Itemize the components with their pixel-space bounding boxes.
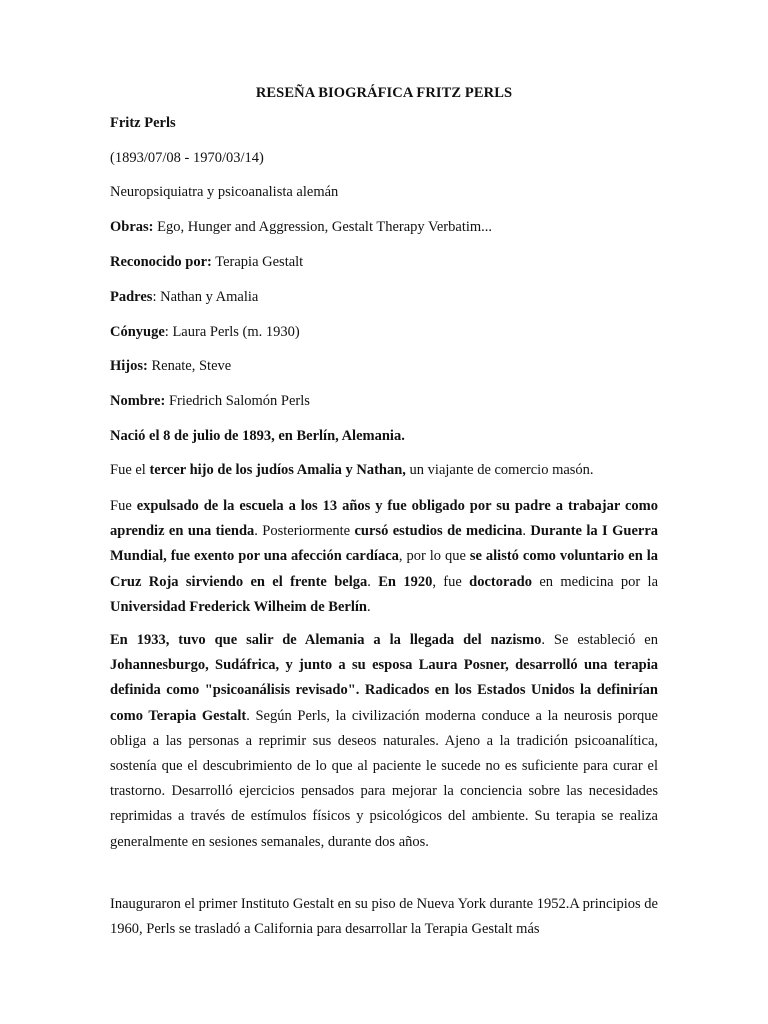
p2-s5: . <box>367 573 379 590</box>
nombre-line <box>110 393 310 410</box>
p2-b5: En 1920 <box>378 573 433 590</box>
p3-b2: Johannesburgo, Sudáfrica, y junto a su esposa Laura Posner, desarrolló una terapia definida como "psicoanálisis revisado". Radicados en los Estados Unidos la definirían como Terapia Gestalt <box>110 657 658 724</box>
reconocido-label: Reconocido por: <box>110 254 212 270</box>
p1-bold: tercer hijo de los judíos Amalia y Nathan, <box>149 462 406 478</box>
paragraph-education <box>110 494 658 620</box>
person-name <box>110 115 176 132</box>
p3-s2: . Según Perls, la civilización moderna conduce a la neurosis porque obliga a las personas a reprimir sus deseos naturales. Ajeno a la tradición psicoanalítica, sostenía que el descubrimiento de lo que al paciente le sucede no es suficiente para curar el trastorno. Desarrolló ejercicios pensados para mejorar la conciencia sobre las necesidades reprimidas a través de estímulos físicos y psicológicos del ambiente. Su terapia se realiza generalmente en sesiones semanales, durante dos años. <box>110 707 658 850</box>
p2-s8: . <box>366 598 371 615</box>
p2-b3: Durante la I Guerra Mundial, fue exento por una afección cardíaca <box>110 523 659 565</box>
obras-value: Ego, Hunger and Aggression, Gestalt Therapy Verbatim... <box>153 219 493 235</box>
profession: Neuropsiquiatra y psicoanalista alemán <box>110 184 339 200</box>
life-dates: (1893/07/08 - 1970/03/14) <box>110 150 264 166</box>
birth-line <box>110 428 405 445</box>
p2-b1: expulsado de la escuela a los 13 años y fue obligado por su padre a trabajar como aprendiz en una tienda <box>110 498 659 540</box>
reconocido-value: Terapia Gestalt <box>211 254 304 270</box>
hijos-value: Renate, Steve <box>147 358 232 374</box>
p1-text-c: un viajante de comercio masón. <box>405 462 594 478</box>
p2-s1: Fue <box>110 498 137 514</box>
paragraph-institute: Inauguraron el primer Instituto Gestalt en su piso de Nueva York durante 1952.A principios de 1960, Perls se trasladó a California para desarrollar la Terapia Gestalt más <box>110 896 658 938</box>
p2-s3: . <box>522 523 531 540</box>
conyuge-label: Cónyuge <box>110 324 165 340</box>
p3-b1: En 1933, tuvo que salir de Alemania a la llegada del nazismo <box>110 632 542 648</box>
paragraph-family <box>110 462 594 479</box>
p2-s6: , fue <box>432 573 470 590</box>
nombre-label: Nombre: <box>110 393 166 409</box>
hijos-line <box>110 358 231 375</box>
conyuge-line <box>110 324 300 341</box>
p2-s2: . Posteriormente <box>254 523 355 540</box>
p2-s7: en medicina por la <box>532 573 659 590</box>
padres-label: Padres <box>110 289 153 305</box>
p1-text-a: Fue el <box>110 462 150 478</box>
p2-b6: doctorado <box>469 573 533 590</box>
hijos-label: Hijos: <box>110 358 148 374</box>
reconocido-line <box>110 254 303 271</box>
nombre-value: Friedrich Salomón Perls <box>165 393 310 409</box>
birth-text: Nació el 8 de julio de 1893, en Berlín, Alemania. <box>110 428 405 444</box>
p2-b2: cursó estudios de medicina <box>354 523 523 540</box>
obras-label: Obras: <box>110 219 154 235</box>
p2-b4: se alistó como voluntario en la Cruz Roja sirviendo en el frente belga <box>110 548 658 590</box>
padres-line <box>110 289 258 306</box>
conyuge-value: : Laura Perls (m. 1930) <box>164 324 300 340</box>
paragraph-emigration <box>110 628 658 855</box>
obras-line <box>110 219 492 236</box>
padres-value: : Nathan y Amalia <box>152 289 259 305</box>
person-name-text: Fritz Perls <box>110 115 176 131</box>
document-title: RESEÑA BIOGRÁFICA FRITZ PERLS <box>255 85 513 101</box>
p2-b7: Universidad Frederick Wilheim de Berlín <box>110 598 367 615</box>
p3-s1: . Se estableció en <box>541 632 658 648</box>
p2-s4: , por lo que <box>398 548 470 565</box>
